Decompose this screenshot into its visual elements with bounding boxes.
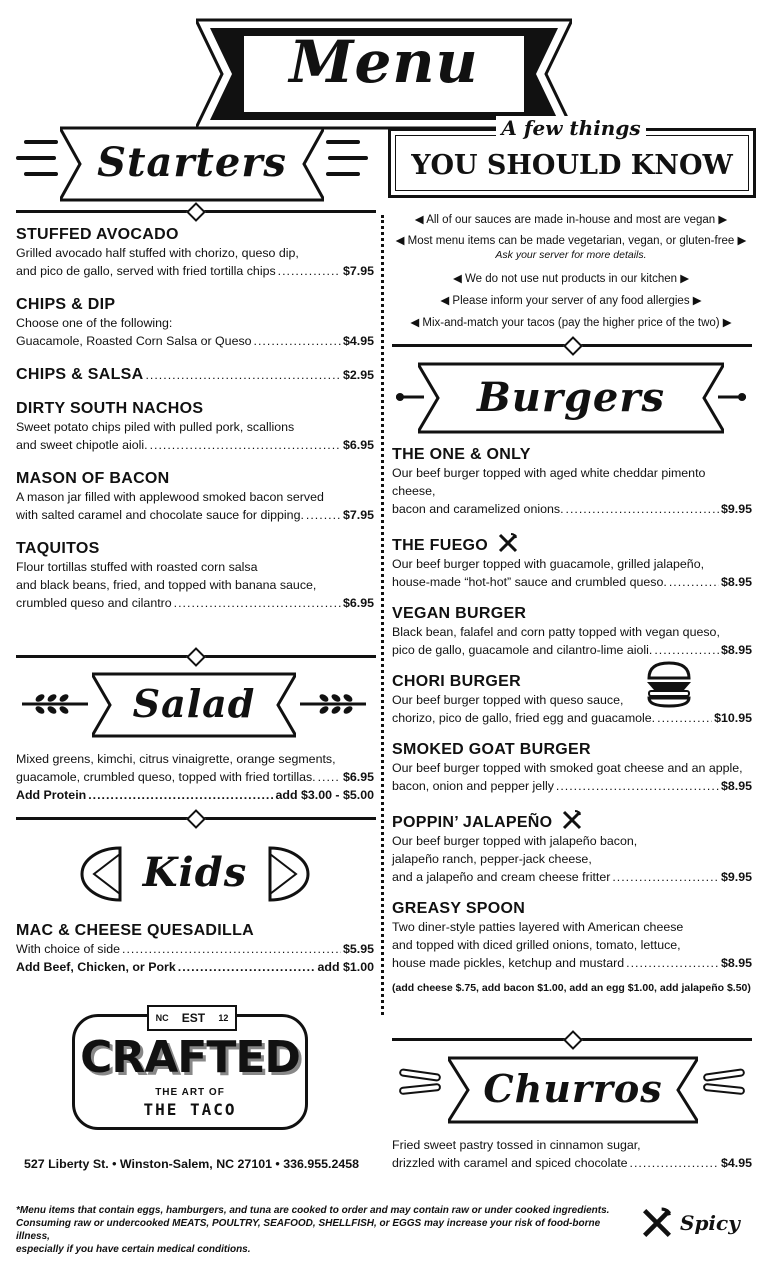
churros-item	[392, 1136, 752, 1172]
menu-item	[392, 809, 752, 886]
item-price-line	[392, 868, 752, 886]
item-name: TAQUITOS	[16, 540, 100, 557]
item-name: CHORI BURGER	[392, 673, 521, 690]
item-price: $6.95	[342, 596, 374, 610]
churro-icon	[702, 1068, 748, 1098]
note-text: We do not use nut products in our kitchen	[464, 273, 678, 285]
logo-est-badge	[147, 1005, 237, 1031]
item-description: bacon and caramelized onions.	[392, 502, 564, 516]
kids-item	[16, 922, 374, 976]
note-row: ◀ Mix-and-match your tacos (pay the higher price of the two) ▶	[410, 317, 732, 329]
item-name: CHIPS & SALSA	[16, 366, 144, 383]
item-price: $6.95	[342, 770, 374, 784]
disclaimer-line: especially if you have certain medical conditions.	[16, 1244, 251, 1255]
item-description: jalapeño ranch, pepper-jack cheese,	[392, 852, 592, 866]
item-description: and a jalapeño and cream cheese fritter	[392, 870, 611, 884]
item-name: VEGAN BURGER	[392, 605, 527, 622]
pepper-icon	[640, 1206, 674, 1240]
item-description: pico de gallo, guacamole and cilantro-lime aioli.	[392, 643, 653, 657]
item-name: GREASY SPOON	[392, 900, 526, 917]
stripe	[326, 140, 360, 144]
item-price: $6.95	[342, 438, 374, 452]
item-description: and topped with diced grilled onions, tomato, lettuce,	[392, 938, 681, 952]
item-price: $8.95	[720, 779, 752, 793]
item-description: With choice of side	[16, 942, 120, 956]
item-description: house-made “hot-hot” sauce and crumbled queso.	[392, 575, 667, 589]
item-price-line	[392, 709, 752, 727]
stripe	[328, 156, 368, 160]
item-description: drizzled with caramel and spiced chocolate	[392, 1156, 628, 1170]
item-description: house made pickles, ketchup and mustard	[392, 956, 625, 970]
know-script: A few things	[496, 116, 646, 140]
stripe	[326, 172, 360, 176]
item-price: $8.95	[720, 643, 752, 657]
diamond-icon	[186, 809, 206, 829]
item-description: Sweet potato chips piled with pulled pork, scallions	[16, 420, 295, 434]
menu-item	[16, 400, 374, 454]
item-price-line	[16, 786, 374, 804]
kids-heading: Kids	[142, 849, 248, 896]
burger-addons: (add cheese $.75, add bacon $1.00, add an egg $1.00, add jalapeño $.50)	[392, 982, 751, 994]
item-description: A mason jar filled with applewood smoked bacon served	[16, 490, 324, 504]
logo-nc: NC	[155, 1013, 169, 1023]
item-price-line	[16, 262, 374, 280]
item-description: Flour tortillas stuffed with roasted corn salsa	[16, 560, 258, 574]
pepper-icon	[561, 809, 583, 831]
column-separator	[381, 215, 384, 1015]
item-price-line	[16, 768, 374, 786]
menu-item	[392, 605, 752, 659]
item-description: Mixed greens, kimchi, citrus vinaigrette, orange segments,	[16, 752, 336, 766]
logo-name: CRAFTED	[80, 1032, 300, 1083]
item-price: $9.95	[720, 502, 752, 516]
item-price: $7.95	[342, 508, 374, 522]
burger-icon	[644, 660, 694, 708]
menu-item	[16, 540, 374, 612]
diamond-icon	[186, 202, 206, 222]
crafted-logo	[72, 1011, 308, 1130]
item-price-line	[392, 641, 752, 659]
salad-item	[16, 750, 374, 804]
know-heading: YOU SHOULD KNOW	[411, 150, 733, 181]
item-price-line	[16, 366, 374, 384]
spicy-legend	[640, 1206, 740, 1240]
item-price: $4.95	[720, 1156, 752, 1170]
diamond-icon	[563, 1030, 583, 1050]
item-price-line	[16, 332, 374, 350]
note-row: ◀ Please inform your server of any food allergies ▶	[440, 295, 702, 307]
item-price: $8.95	[720, 956, 752, 970]
addon-price: add $3.00 - $5.00	[275, 788, 374, 802]
stripe	[16, 156, 56, 160]
item-name: SMOKED GOAT BURGER	[392, 741, 591, 758]
disclaimer-line: *Menu items that contain eggs, hamburgers, and tuna are cooked to order and may contain raw or under cooked ingredients.	[16, 1205, 610, 1216]
item-price-line	[16, 958, 374, 976]
item-price: $7.95	[342, 264, 374, 278]
item-description: Our beef burger topped with aged white cheddar pimento cheese,	[392, 466, 706, 498]
item-price-line	[392, 573, 752, 591]
item-name: THE ONE & ONLY	[392, 446, 531, 463]
item-description: Our beef burger topped with queso sauce,	[392, 693, 624, 707]
item-price: $5.95	[342, 942, 374, 956]
burgers-heading: Burgers	[477, 374, 665, 421]
item-name: DIRTY SOUTH NACHOS	[16, 400, 204, 417]
item-description: Our beef burger topped with guacamole, grilled jalapeño,	[392, 557, 705, 571]
item-price: $2.95	[342, 368, 374, 382]
item-price-line	[392, 500, 752, 518]
note-row: ◀ We do not use nut products in our kitchen ▶	[452, 273, 690, 285]
pepper-icon	[497, 532, 519, 554]
item-description: Grilled avocado half stuffed with chorizo, queso dip,	[16, 246, 299, 260]
stripe	[24, 140, 58, 144]
diamond-icon	[563, 336, 583, 356]
item-name: MAC & CHEESE QUESADILLA	[16, 922, 255, 939]
item-description: and sweet chipotle aioli.	[16, 438, 148, 452]
item-description: Two diner-style patties layered with American cheese	[392, 920, 684, 934]
item-description: Choose one of the following:	[16, 316, 173, 330]
addon-label: Add Beef, Chicken, or Pork	[16, 960, 176, 974]
disclaimer	[16, 1204, 616, 1256]
note-row: ◀ All of our sauces are made in-house and most are vegan ▶	[414, 214, 728, 226]
item-description: Black bean, falafel and corn patty topped with vegan queso,	[392, 625, 720, 639]
item-name: THE FUEGO	[392, 537, 489, 554]
menu-item	[392, 446, 752, 518]
item-description: guacamole, crumbled queso, topped with fried tortillas.	[16, 770, 316, 784]
item-price-line	[16, 436, 374, 454]
item-description: and black beans, fried, and topped with banana sauce,	[16, 578, 317, 592]
item-price-line	[16, 506, 374, 524]
know-notes	[392, 212, 750, 337]
menu-item	[16, 226, 374, 280]
menu-item	[392, 741, 752, 795]
wheat-icon	[22, 690, 88, 718]
note-text: Mix-and-match your tacos (pay the higher price of the two)	[422, 317, 720, 329]
diamond-icon	[186, 647, 206, 667]
menu-item	[392, 673, 752, 727]
note-text: Most menu items can be made vegetarian, vegan, or gluten-free	[407, 235, 735, 247]
addon-label: Add Protein	[16, 788, 87, 802]
item-name: MASON OF BACON	[16, 470, 170, 487]
item-description: with salted caramel and chocolate sauce for dipping.	[16, 508, 304, 522]
item-price-line	[16, 594, 374, 612]
item-description: Our beef burger topped with smoked goat cheese and an apple,	[392, 761, 743, 775]
item-price-line	[392, 777, 752, 795]
note-text: Please inform your server of any food allergies	[452, 295, 690, 307]
item-description: and pico de gallo, served with fried tortilla chips	[16, 264, 276, 278]
item-price: $9.95	[720, 870, 752, 884]
logo-tagline: THE ART OF	[155, 1087, 225, 1098]
item-description: crumbled queso and cilantro	[16, 596, 172, 610]
menu-item	[16, 366, 374, 384]
addon-price: add $1.00	[317, 960, 374, 974]
churro-icon	[398, 1068, 444, 1098]
note-text: Ask your server for more details.	[495, 249, 647, 261]
item-name-row	[392, 809, 752, 832]
item-name: STUFFED AVOCADO	[16, 226, 179, 243]
item-price: $10.95	[714, 711, 752, 725]
logo-tagline: THE TACO	[143, 1100, 237, 1119]
address: 527 Liberty St. • Winston-Salem, NC 27101 • 336.955.2458	[24, 1157, 360, 1171]
item-price: $4.95	[342, 334, 374, 348]
stripe	[24, 172, 58, 176]
item-name: CHIPS & DIP	[16, 296, 116, 313]
item-description: chorizo, pico de gallo, fried egg and guacamole.	[392, 711, 656, 725]
item-price-line	[392, 954, 752, 972]
menu-item	[16, 470, 374, 524]
logo-est: EST	[181, 1011, 206, 1025]
item-description: bacon, onion and pepper jelly	[392, 779, 554, 793]
item-description: Our beef burger topped with jalapeño bacon,	[392, 834, 638, 848]
item-description: Fried sweet pastry tossed in cinnamon sugar,	[392, 1138, 641, 1152]
spicy-label: Spicy	[680, 1211, 740, 1235]
item-price-line	[392, 1154, 752, 1172]
item-price: $8.95	[720, 575, 752, 589]
disclaimer-line: Consuming raw or undercooked MEATS, POULTRY, SEAFOOD, SHELLFISH, or EGGS may increase your risk of food-borne illness,	[16, 1218, 601, 1242]
salad-heading: Salad	[132, 681, 256, 726]
taco-icon	[80, 846, 124, 902]
taco-icon	[266, 846, 310, 902]
item-name: POPPIN’ JALAPEÑO	[392, 814, 553, 831]
note-text: All of our sauces are made in-house and most are vegan	[426, 214, 716, 226]
page-title: Menu	[289, 28, 479, 96]
wheat-icon	[300, 690, 366, 718]
item-description: Guacamole, Roasted Corn Salsa or Queso	[16, 334, 252, 348]
note-row: ◀ Most menu items can be made vegetarian, vegan, or gluten-free ▶	[395, 235, 747, 247]
item-name-row	[392, 532, 752, 555]
menu-item	[392, 900, 752, 972]
menu-item	[16, 296, 374, 350]
burgers-list	[392, 446, 752, 994]
item-price-line	[16, 940, 374, 958]
starters-list	[16, 226, 374, 612]
menu-item	[392, 532, 752, 591]
starters-heading: Starters	[97, 139, 287, 186]
churros-heading: Churros	[483, 1066, 663, 1111]
logo-num: 12	[218, 1013, 229, 1023]
